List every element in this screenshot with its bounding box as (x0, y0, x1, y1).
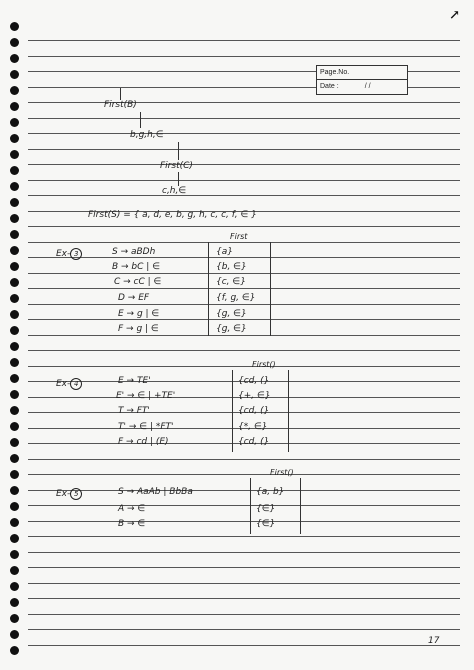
binding-hole (10, 470, 19, 479)
binding-hole (10, 166, 19, 175)
page-no-label: Page.No. (320, 69, 350, 76)
ruled-line (28, 304, 460, 305)
ruled-line (28, 598, 460, 599)
ex3-divider (208, 242, 209, 336)
ex3-first-5: {g, ∈} (216, 324, 247, 334)
ex4-first-4: {cd, (} (238, 437, 270, 447)
ex5-first-1: {∈} (256, 504, 276, 514)
ruled-line (28, 149, 460, 150)
ex4-column-header: First() (252, 360, 276, 369)
ruled-line (28, 288, 460, 289)
ex4-prod-4: F → cd | (E) (118, 437, 169, 447)
ruled-line (28, 242, 460, 243)
binding-hole (10, 38, 19, 47)
ex5-column-header: First() (270, 468, 294, 477)
binding-hole (10, 326, 19, 335)
ex4-label (56, 378, 82, 390)
binding-hole (10, 230, 19, 239)
ex5-divider-right (300, 478, 301, 534)
ruled-line (28, 56, 460, 57)
binding-hole (10, 70, 19, 79)
ex3-divider-right (270, 242, 271, 336)
ex5-first-2: {∈} (256, 519, 276, 529)
ex4-number: 4 (70, 378, 82, 390)
binding-hole (10, 646, 19, 655)
ruled-line (28, 102, 460, 103)
binding-hole (10, 182, 19, 191)
ex5-number: 5 (70, 488, 82, 500)
ex4-first-0: {cd, (} (238, 376, 270, 386)
ex3-prod-4: E → g | ∈ (118, 309, 160, 319)
ex4-prod-3: T' → ∈ | *FT' (118, 422, 174, 432)
ruled-line (28, 226, 460, 227)
ex3-number: 3 (70, 248, 82, 260)
binding-hole (10, 438, 19, 447)
ruled-line (28, 273, 460, 274)
ex3-first-4: {g, ∈} (216, 309, 247, 319)
binding-hole (10, 214, 19, 223)
binding-hole (10, 486, 19, 495)
ex5-first-0: {a, b} (256, 487, 285, 497)
ex3-prod-1: B → bC | ∈ (112, 262, 161, 272)
corner-mark: ↗ (449, 8, 460, 23)
ex5-label (56, 488, 82, 500)
ex3-label-text: Ex- (56, 249, 71, 259)
ruled-line (28, 118, 460, 119)
binding-hole (10, 342, 19, 351)
page-date-box (316, 65, 408, 95)
tree-arrow-2 (178, 142, 179, 160)
ex3-prod-2: C → cC | ∈ (114, 277, 162, 287)
ruled-line (28, 164, 460, 165)
binding-hole (10, 518, 19, 527)
ex5-prod-1: A → ∈ (118, 504, 146, 514)
binding-hole (10, 406, 19, 415)
ruled-line (28, 567, 460, 568)
ruled-line (28, 40, 460, 41)
ruled-line (28, 195, 460, 196)
ruled-line (28, 583, 460, 584)
ex3-prod-3: D → EF (118, 293, 150, 303)
ruled-line (28, 319, 460, 320)
ex4-prod-1: E' → ∈ | +TE' (116, 391, 176, 401)
ruled-line (28, 505, 460, 506)
binding-hole (10, 598, 19, 607)
binding-hole (10, 550, 19, 559)
ex3-first-1: {b, ∈} (216, 262, 247, 272)
tree-arrow-top (120, 88, 121, 100)
ex4-first-1: {+, ∈} (238, 391, 271, 401)
ex4-first-3: {*, ∈} (238, 422, 268, 432)
tree-first-b: First(B) (104, 100, 137, 110)
binding-hole (10, 150, 19, 159)
page-number: 17 (428, 636, 440, 646)
binding-hole (10, 262, 19, 271)
ex5-label-text: Ex- (56, 489, 71, 499)
date-value: / / (364, 83, 371, 90)
ex5-divider (250, 478, 251, 534)
ruled-line (28, 335, 460, 336)
tree-first-b-set: b,g,h,∈ (130, 130, 164, 140)
binding-hole (10, 454, 19, 463)
binding-hole (10, 358, 19, 367)
binding-hole (10, 198, 19, 207)
first-s-summary: First(S) = { a, d, e, b, g, h, c, c, f, ∈ } (88, 210, 257, 220)
date-row (317, 80, 407, 93)
ex3-prod-0: S → aBDh (112, 247, 156, 257)
ex3-first-3: {f, g, ∈} (216, 293, 256, 303)
tree-first-c-set: c,h,∈ (162, 186, 187, 196)
binding-hole (10, 614, 19, 623)
tree-arrow-1 (140, 112, 141, 128)
binding-hole (10, 582, 19, 591)
ex3-column-header: First (230, 232, 248, 241)
ruled-line (28, 474, 460, 475)
ex4-first-2: {cd, (} (238, 406, 270, 416)
binding-hole (10, 630, 19, 639)
tree-first-c: First(C) (160, 161, 193, 171)
ex3-label (56, 248, 82, 260)
ex4-label-text: Ex- (56, 379, 71, 389)
ruled-line (28, 257, 460, 258)
tree-arrow-3 (178, 172, 179, 186)
binding-hole (10, 134, 19, 143)
binding-hole (10, 422, 19, 431)
binding-hole (10, 246, 19, 255)
binding-hole (10, 534, 19, 543)
binding-hole (10, 310, 19, 319)
ex5-prod-2: B → ∈ (118, 519, 146, 529)
ruled-line (28, 521, 460, 522)
binding-hole (10, 278, 19, 287)
ex4-prod-0: E → TE' (118, 376, 151, 386)
ruled-line (28, 645, 460, 646)
page-no-row (317, 66, 407, 80)
ex4-divider (232, 370, 233, 452)
binding-hole (10, 390, 19, 399)
ruled-line (28, 459, 460, 460)
ex5-prod-0: S → AaAb | BbBa (118, 487, 193, 497)
binding-hole (10, 102, 19, 111)
binding-hole (10, 502, 19, 511)
ruled-line (28, 180, 460, 181)
binding-hole (10, 374, 19, 383)
ex3-first-0: {a} (216, 247, 233, 257)
binding-hole (10, 118, 19, 127)
ruled-line (28, 490, 460, 491)
ruled-line (28, 350, 460, 351)
ruled-line (28, 133, 460, 134)
binding-hole (10, 566, 19, 575)
ex4-prod-2: T → FT' (118, 406, 150, 416)
binding-hole (10, 22, 19, 31)
ex3-prod-5: F → g | ∈ (118, 324, 159, 334)
date-label: Date : (320, 83, 339, 90)
ruled-line (28, 552, 460, 553)
binding-hole (10, 294, 19, 303)
binding-hole (10, 54, 19, 63)
ex3-first-2: {c, ∈} (216, 277, 246, 287)
ruled-line (28, 366, 460, 367)
ruled-line (28, 536, 460, 537)
ruled-line (28, 629, 460, 630)
binding-hole (10, 86, 19, 95)
ruled-line (28, 614, 460, 615)
ex4-divider-right (288, 370, 289, 452)
